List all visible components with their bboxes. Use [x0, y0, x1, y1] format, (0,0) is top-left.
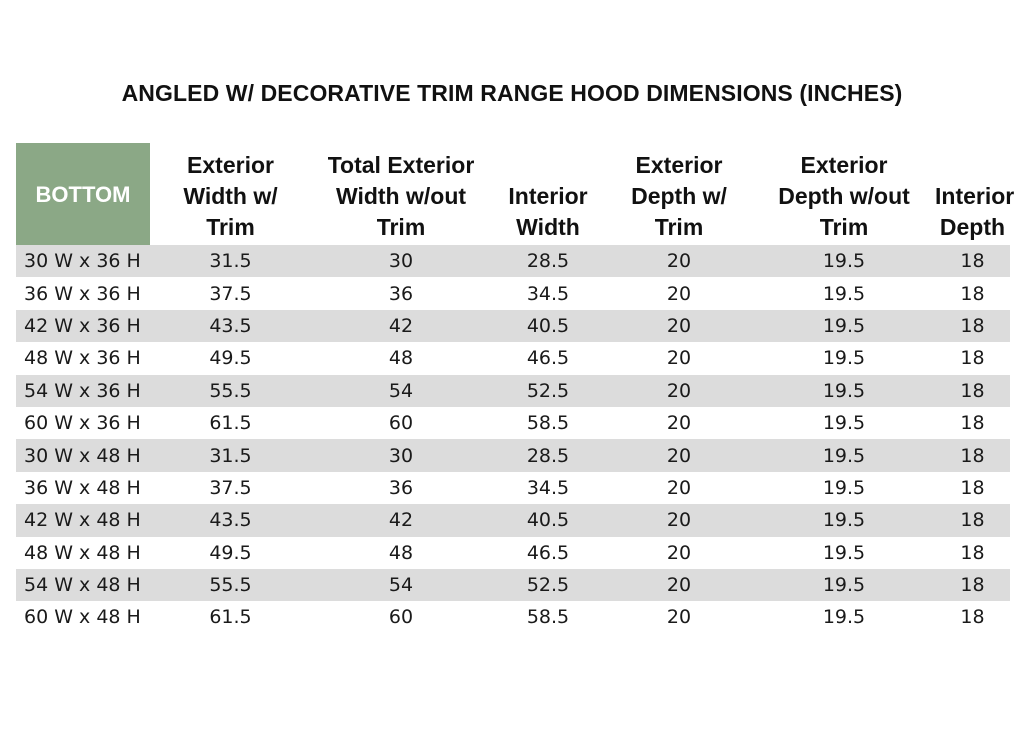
- header-exterior-depth-with-trim: [605, 143, 753, 245]
- page-title: ANGLED W/ DECORATIVE TRIM RANGE HOOD DIMENSIONS (INCHES): [121, 80, 903, 106]
- header-line: Depth w/: [631, 183, 727, 209]
- table-cell: 18: [960, 541, 985, 564]
- size-cell: 42 W x 36 H: [16, 310, 150, 342]
- size-cell: 30 W x 48 H: [16, 439, 150, 471]
- table-cell: 61.5: [209, 606, 252, 629]
- table-cell: 58.5: [526, 412, 570, 435]
- table-cell: 43.5: [150, 504, 311, 536]
- table-cell: 20: [605, 569, 753, 601]
- header-line: Total Exterior: [327, 152, 475, 178]
- table-cell: 19.5: [753, 375, 935, 407]
- header-line: Trim: [819, 214, 869, 240]
- table-row: [16, 569, 1010, 601]
- table-row: [16, 504, 1010, 536]
- table-cell: 18: [935, 504, 1010, 536]
- table-cell: 43.5: [150, 310, 311, 342]
- table-cell: 19.5: [822, 282, 866, 305]
- table-cell: 19.5: [822, 412, 866, 435]
- header-line: Exterior: [635, 152, 723, 178]
- header-line: BOTTOM: [35, 181, 131, 207]
- table-cell: 52.5: [491, 375, 605, 407]
- table-row: [16, 375, 1010, 407]
- table-cell: 46.5: [526, 347, 570, 370]
- table-cell: 20: [666, 412, 692, 435]
- table-cell: 42: [311, 504, 491, 536]
- table-row: [16, 407, 1010, 439]
- table-cell: 20: [666, 347, 692, 370]
- table-cell: 19.5: [753, 569, 935, 601]
- size-cell: 60 W x 36 H: [24, 412, 141, 435]
- table-cell: 20: [666, 606, 692, 629]
- size-cell: 48 W x 36 H: [24, 347, 141, 370]
- table-cell: 19.5: [822, 606, 866, 629]
- table-row: [16, 310, 1010, 342]
- header-line: Width: [516, 214, 580, 240]
- header-interior-depth: [935, 143, 1015, 245]
- table-cell: 28.5: [491, 439, 605, 471]
- header-line: Depth w/out: [778, 183, 910, 209]
- table-cell: 34.5: [526, 476, 570, 499]
- table-cell: 54: [311, 375, 491, 407]
- table-cell: 30: [311, 245, 491, 277]
- table-cell: 20: [666, 541, 692, 564]
- table-cell: 18: [935, 245, 1010, 277]
- header-exterior-depth-without-trim: [753, 143, 935, 245]
- table-cell: 20: [666, 282, 692, 305]
- header-line: Depth: [939, 214, 1006, 240]
- table-cell: 19.5: [753, 245, 935, 277]
- table-row: [16, 472, 1010, 504]
- table-cell: 30: [311, 439, 491, 471]
- table-cell: 20: [605, 375, 753, 407]
- table-cell: 37.5: [209, 476, 252, 499]
- table-cell: 18: [935, 439, 1010, 471]
- table-row: [16, 601, 1010, 633]
- size-cell: 36 W x 36 H: [24, 282, 141, 305]
- table-row: [16, 342, 1010, 374]
- table-cell: 36: [388, 476, 414, 499]
- table-cell: 60: [388, 606, 414, 629]
- table-cell: 18: [935, 310, 1010, 342]
- table-cell: 20: [666, 476, 692, 499]
- header-total-exterior-width-without-trim: [311, 143, 491, 245]
- header-line: Trim: [654, 214, 704, 240]
- dimensions-table: [16, 143, 1015, 634]
- table-cell: 19.5: [822, 476, 866, 499]
- table-cell: 61.5: [209, 412, 252, 435]
- header-line: Exterior: [187, 152, 274, 178]
- table-cell: 55.5: [150, 569, 311, 601]
- size-cell: 30 W x 36 H: [16, 245, 150, 277]
- table-cell: 20: [605, 310, 753, 342]
- table-cell: 18: [960, 282, 985, 305]
- table-cell: 55.5: [150, 375, 311, 407]
- header-interior-width: [491, 143, 605, 245]
- header-line: Width w/out: [335, 183, 467, 209]
- table-row: [16, 277, 1010, 309]
- table-cell: 20: [605, 439, 753, 471]
- header-line: Exterior: [800, 152, 888, 178]
- table-row: [16, 439, 1010, 471]
- table-cell: 49.5: [209, 347, 252, 370]
- table-cell: 36: [388, 282, 414, 305]
- size-cell: 54 W x 48 H: [16, 569, 150, 601]
- size-cell: 36 W x 48 H: [24, 476, 141, 499]
- table-cell: 19.5: [822, 541, 866, 564]
- header-line: Trim: [206, 214, 255, 240]
- table-cell: 37.5: [209, 282, 252, 305]
- size-cell: 48 W x 48 H: [24, 541, 141, 564]
- table-cell: 42: [311, 310, 491, 342]
- table-cell: 18: [935, 375, 1010, 407]
- table-cell: 52.5: [491, 569, 605, 601]
- table-cell: 49.5: [209, 541, 252, 564]
- table-cell: 40.5: [491, 310, 605, 342]
- table-cell: 20: [605, 245, 753, 277]
- table-cell: 20: [605, 504, 753, 536]
- table-cell: 40.5: [491, 504, 605, 536]
- header-line: Trim: [376, 214, 426, 240]
- table-cell: 48: [388, 347, 414, 370]
- header-line: Interior: [508, 183, 588, 209]
- table-cell: 18: [960, 606, 985, 629]
- table-cell: 19.5: [822, 347, 866, 370]
- table-cell: 18: [960, 476, 985, 499]
- header-line: Interior: [935, 183, 1015, 209]
- size-cell: 60 W x 48 H: [24, 606, 141, 629]
- table-cell: 48: [388, 541, 414, 564]
- table-row: [16, 537, 1010, 569]
- table-cell: 28.5: [491, 245, 605, 277]
- table-cell: 19.5: [753, 310, 935, 342]
- header-row: [16, 143, 1010, 245]
- table-cell: 18: [935, 569, 1010, 601]
- table-cell: 19.5: [753, 504, 935, 536]
- table-row: [16, 245, 1010, 277]
- header-line: Width w/: [183, 183, 278, 209]
- table-cell: 18: [960, 412, 985, 435]
- table-cell: 34.5: [526, 282, 570, 305]
- size-cell: 54 W x 36 H: [16, 375, 150, 407]
- table-cell: 54: [311, 569, 491, 601]
- table-cell: 18: [960, 347, 985, 370]
- size-cell: 42 W x 48 H: [16, 504, 150, 536]
- table-cell: 31.5: [150, 439, 311, 471]
- table-cell: 60: [388, 412, 414, 435]
- table-cell: 58.5: [526, 606, 570, 629]
- table-cell: 46.5: [526, 541, 570, 564]
- table-cell: 19.5: [753, 439, 935, 471]
- header-bottom: [16, 143, 150, 245]
- header-exterior-width-with-trim: [150, 143, 311, 245]
- table-cell: 31.5: [150, 245, 311, 277]
